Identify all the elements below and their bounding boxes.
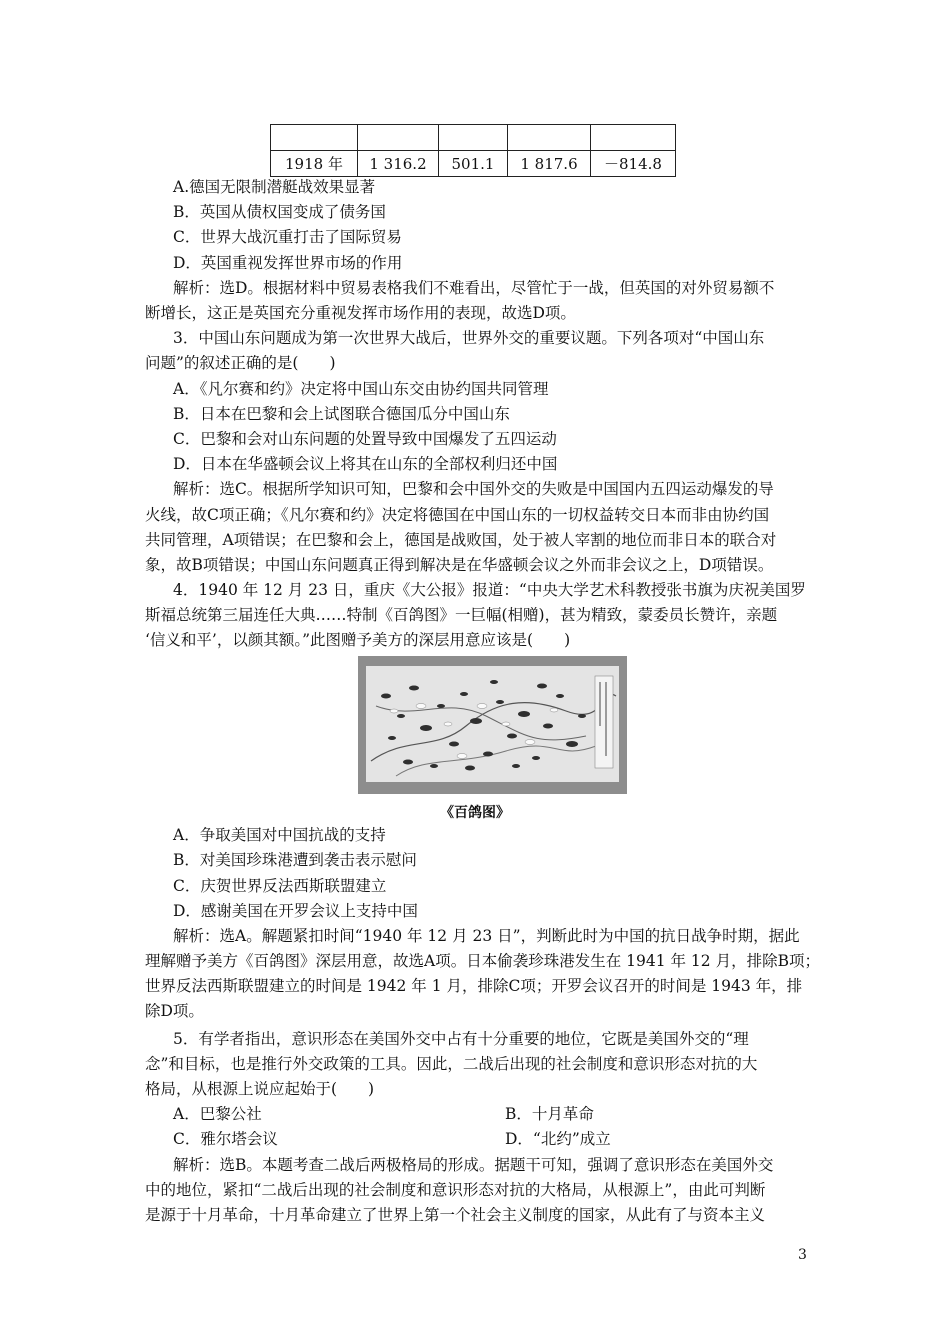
figure-caption: 《百鸽图》 (440, 805, 510, 821)
q2-analysis-line: 断增长，这正是英国充分重视发挥市场作用的表现，故选D项。 (145, 304, 576, 322)
q5-analysis-line: 中的地位，紧扣“二战后出现的社会制度和意识形态对抗的大格局，从根源上”，由此可判断 (145, 1181, 766, 1199)
q4-option-c: C．庆贺世界反法西斯联盟建立 (173, 877, 387, 895)
q4-option-b: B．对美国珍珠港遭到袭击表示慰问 (173, 851, 417, 869)
q3-analysis-line: 解析：选C。根据所学知识可知，巴黎和会中国外交的失败是中国国内五四运动爆发的导 (173, 480, 774, 498)
q3-option-c: C．巴黎和会对山东问题的处置导致中国爆发了五四运动 (173, 430, 557, 448)
table-cell: －814.8 (591, 151, 676, 177)
q4-option-d: D．感谢美国在开罗会议上支持中国 (173, 902, 418, 920)
q2-analysis-line: 解析：选D。根据材料中贸易表格我们不难看出，尽管忙于一战，但英国的对外贸易额不 (173, 279, 775, 297)
q5-stem-line: 5．有学者指出，意识形态在美国外交中占有十分重要的地位，它既是美国外交的“理 (173, 1030, 749, 1048)
q2-option-a: A.德国无限制潜艇战效果显著 (173, 178, 376, 196)
q5-analysis-line: 解析：选B。本题考查二战后两极格局的形成。据题干可知，强调了意识形态在美国外交 (173, 1156, 774, 1174)
q3-option-a: A．《凡尔赛和约》决定将中国山东交由协约国共同管理 (173, 380, 549, 398)
q3-analysis-line: 共同管理，A项错误；在巴黎和会上，德国是战败国，处于被人宰割的地位而非日本的联合对 (145, 531, 777, 549)
q5-stem-line: 格局，从根源上说应起始于( ) (145, 1080, 375, 1098)
table-cell (439, 125, 508, 151)
table-cell: 1918 年 (271, 151, 358, 177)
q3-analysis-line: 象，故B项错误；中国山东问题真正得到解决是在华盛顿会议之外而非会议之上，D项错误。 (145, 556, 774, 574)
q2-option-b: B．英国从债权国变成了债务国 (173, 203, 386, 221)
table-cell: 1 817.6 (508, 151, 591, 177)
q4-analysis-line: 世界反法西斯联盟建立的时间是 1942 年 1 月，排除C项；开罗会议召开的时间是 1943 年，排 (145, 977, 803, 995)
q3-option-d: D．日本在华盛顿会议上将其在山东的全部权利归还中国 (173, 455, 558, 473)
table-cell: 1 316.2 (358, 151, 439, 177)
q4-stem-line: ‘信义和平’，以颜其额。”此图赠予美方的深层用意应该是( ) (145, 631, 571, 649)
table-cell (508, 125, 591, 151)
q2-option-d: D．英国重视发挥世界市场的作用 (173, 254, 403, 272)
q3-stem-line: 问题”的叙述正确的是( ) (145, 354, 336, 372)
q5-option-a: A．巴黎公社 (173, 1105, 262, 1123)
table-cell (271, 125, 358, 151)
q2-option-c: C．世界大战沉重打击了国际贸易 (173, 228, 402, 246)
q3-stem-line: 3．中国山东问题成为第一次世界大战后，世界外交的重要议题。下列各项对“中国山东 (173, 329, 765, 347)
table-cell: 501.1 (439, 151, 508, 177)
q4-option-a: A．争取美国对中国抗战的支持 (173, 826, 386, 844)
q5-analysis-line: 是源于十月革命，十月革命建立了世界上第一个社会主义制度的国家，从此有了与资本主义 (145, 1206, 766, 1224)
q5-stem-line: 念”和目标，也是推行外交政策的工具。因此，二战后出现的社会制度和意识形态对抗的大 (145, 1055, 758, 1073)
table-cell (591, 125, 676, 151)
q5-option-c: C．雅尔塔会议 (173, 1130, 278, 1148)
page-number: 3 (798, 1247, 807, 1263)
q4-analysis-line: 除D项。 (145, 1002, 204, 1020)
q4-analysis-line: 理解赠予美方《百鸽图》深层用意，故选A项。日本偷袭珍珠港发生在 1941 年 12 月，排除B项； (145, 952, 820, 970)
q5-option-d: D．“北约”成立 (505, 1130, 611, 1148)
q4-stem-line: 斯福总统第三届连任大典……特制《百鸽图》一巨幅(相赠)，甚为精致，蒙委员长赞许，亲题 (145, 606, 778, 624)
q4-stem-line: 4．1940 年 12 月 23 日，重庆《大公报》报道：“中央大学艺术科教授张书旗为庆祝美国罗 (173, 581, 806, 599)
table-row (271, 125, 676, 151)
q5-option-b: B．十月革命 (505, 1105, 594, 1123)
q3-option-b: B．日本在巴黎和会上试图联合德国瓜分中国山东 (173, 405, 510, 423)
hundred-doves-painting (358, 656, 627, 794)
q4-analysis-line: 解析：选A。解题紧扣时间“1940 年 12 月 23 日”，判断此时为中国的抗日战争时期，据此 (173, 927, 800, 945)
trade-table (270, 124, 676, 177)
table-row (271, 151, 676, 177)
painting-image (366, 666, 619, 782)
table-cell (358, 125, 439, 151)
q3-analysis-line: 火线，故C项正确；《凡尔赛和约》决定将德国在中国山东的一切权益转交日本而非由协约国 (145, 506, 770, 524)
